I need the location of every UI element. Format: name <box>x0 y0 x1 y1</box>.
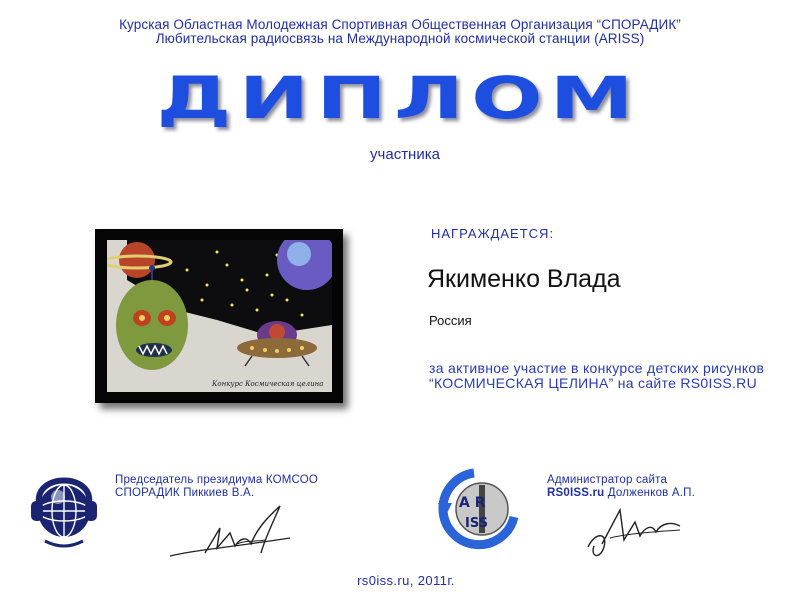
award-reason: за активное участие в конкурсе детских рисунков “КОСМИЧЕСКАЯ ЦЕЛИНА” на сайте RS0ISS.RU <box>429 360 765 391</box>
ariss-logo-top-text: A R <box>459 495 486 511</box>
recipient-name: Якименко Влада <box>427 265 621 293</box>
recipient-country: Россия <box>429 313 472 328</box>
chair-signature-title <box>115 474 385 500</box>
admin-signature-title <box>547 474 787 500</box>
admin-title-line2 <box>547 487 787 500</box>
admin-signature <box>580 502 690 566</box>
chair-title-line1: Председатель президиума КОМСОО <box>115 474 319 486</box>
admin-person-name: Долженков А.П. <box>604 487 695 499</box>
awarded-label: НАГРАЖДАЕТСЯ: <box>431 226 555 241</box>
admin-site-name: RS0ISS.ru <box>547 487 605 499</box>
ariss-logo <box>432 465 522 551</box>
drawing-caption: Конкурс Космическая целина <box>212 380 324 388</box>
organization-name: Курская Областная Молодежная Спортивная Общественная Организация “СПОРАДИК” <box>119 17 681 32</box>
globe-headphones-logo <box>25 463 103 553</box>
chair-title-line2: СПОРАДИК Пиккиев В.А. <box>115 487 255 499</box>
certificate-subtitle: участника <box>370 146 440 163</box>
chair-signature <box>165 498 305 566</box>
child-drawing-image <box>107 240 332 392</box>
admin-title-line1: Администратор сайта <box>547 474 668 486</box>
ariss-subtitle: Любительская радиосвязь на Международной космической станции (ARISS) <box>155 31 645 46</box>
ariss-logo-bottom-text: ISS <box>465 516 488 531</box>
footer-site-year: rs0iss.ru, 2011г. <box>357 573 455 588</box>
certificate-title: ДИПЛОМ <box>156 64 641 132</box>
